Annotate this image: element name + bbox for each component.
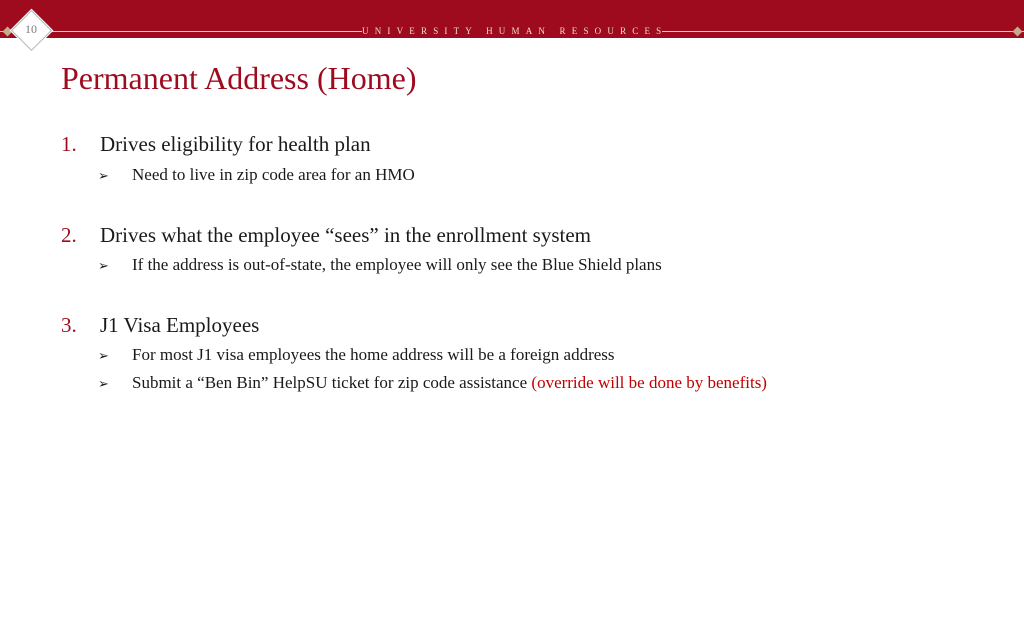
banner-title: UNIVERSITY HUMAN RESOURCES <box>362 26 668 36</box>
diamond-ornament-icon <box>3 27 13 37</box>
list-item-text: Drives what the employee “sees” in the enrollment system <box>100 223 592 247</box>
sub-list-item <box>98 164 415 188</box>
list-item <box>61 131 371 157</box>
arrow-bullet-icon: ➢ <box>98 377 109 392</box>
list-item-text: Drives eligibility for health plan <box>100 132 371 156</box>
sub-list-item <box>98 254 662 278</box>
arrow-bullet-icon: ➢ <box>98 349 109 364</box>
sub-list-item-text: Submit a “Ben Bin” HelpSU ticket for zip code assistance <box>132 373 532 392</box>
sub-list-item-text: For most J1 visa employees the home address will be a foreign address <box>132 345 615 364</box>
sub-list-item <box>98 372 767 396</box>
slide-title: Permanent Address (Home) <box>61 60 417 96</box>
list-item-number: 1. <box>61 132 77 156</box>
page-number: 10 <box>25 22 37 36</box>
highlight-note: (override will be done by benefits) <box>531 373 767 392</box>
list-item-number: 2. <box>61 223 77 247</box>
list-item <box>61 312 259 338</box>
arrow-bullet-icon: ➢ <box>98 259 109 274</box>
arrow-bullet-icon: ➢ <box>98 169 109 184</box>
diamond-ornament-icon <box>1013 27 1023 37</box>
sub-list-item <box>98 344 615 368</box>
list-item-number: 3. <box>61 313 77 337</box>
list-item-text: J1 Visa Employees <box>100 313 260 337</box>
sub-list-item-text: If the address is out-of-state, the employee will only see the Blue Shield plans <box>132 255 662 274</box>
header-banner <box>0 0 1024 38</box>
list-item <box>61 222 591 248</box>
sub-list-item-text: Need to live in zip code area for an HMO <box>132 165 415 184</box>
